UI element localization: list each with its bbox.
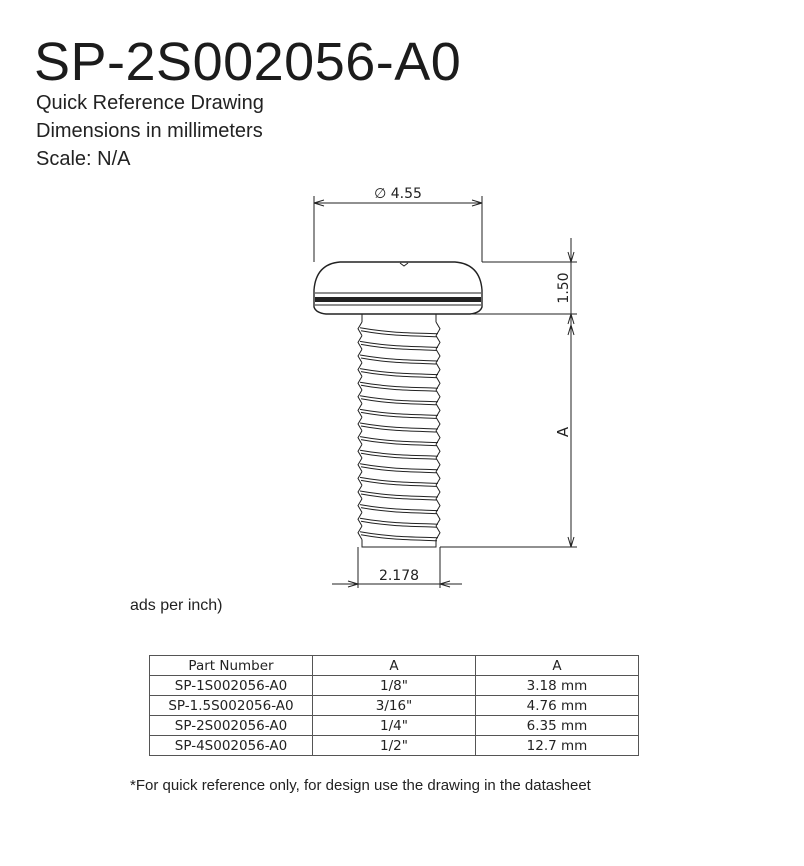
thread-turn [358,472,440,487]
table-row [150,696,639,716]
subtitle-scale: Scale: N/A [36,148,131,170]
thread-turn [358,404,440,419]
dim-thread-diameter: 2.178 [378,568,420,584]
cell-length-inch: 1/8" [313,676,476,696]
cell-length-inch: 3/16" [313,696,476,716]
cell-length-mm: 4.76 mm [476,696,639,716]
cell-length-inch: 1/2" [313,736,476,756]
head-band [315,297,481,302]
table-header-row [150,656,639,676]
subtitle-drawing-type: Quick Reference Drawing [36,92,264,114]
dim-length-label: A [554,426,572,438]
table-row [150,676,639,696]
cell-part-number: SP-4S002056-A0 [150,736,313,756]
thread-turn [358,485,440,500]
partial-note: ads per inch) [130,597,223,614]
cell-length-mm: 6.35 mm [476,716,639,736]
thread-turn [358,349,440,364]
col-header-a-mm: A [476,656,639,676]
screw-shank [358,314,440,547]
cell-part-number: SP-1.5S002056-A0 [150,696,313,716]
thread-turn [358,363,440,378]
cell-length-mm: 3.18 mm [476,676,639,696]
thread-turn [358,526,440,541]
thread-turn [358,336,440,351]
cell-part-number: SP-2S002056-A0 [150,716,313,736]
cell-part-number: SP-1S002056-A0 [150,676,313,696]
table-row [150,716,639,736]
thread-turn [358,444,440,459]
subtitle-units: Dimensions in millimeters [36,120,263,142]
thread-turn [358,322,440,337]
thread-turn [358,376,440,391]
page-title: SP-2S002056-A0 [34,32,462,92]
table-row [150,736,639,756]
dim-head-height: 1.50 [556,272,572,304]
cell-length-mm: 12.7 mm [476,736,639,756]
head-slot-line [400,263,408,266]
thread-turn [358,431,440,446]
screw-head [314,262,482,314]
thread-turn [358,390,440,405]
thread-turn [358,512,440,527]
thread-turn [358,458,440,473]
cell-length-inch: 1/4" [313,716,476,736]
col-header-part-number: Part Number [150,656,313,676]
col-header-a-inch: A [313,656,476,676]
thread-turn [358,417,440,432]
reference-table [149,655,639,756]
shank-neck [362,314,436,322]
dim-head-diameter: ∅ 4.55 [374,186,422,202]
footnote: *For quick reference only, for design use the drawing in the datasheet [130,777,591,794]
thread-turn [358,499,440,514]
